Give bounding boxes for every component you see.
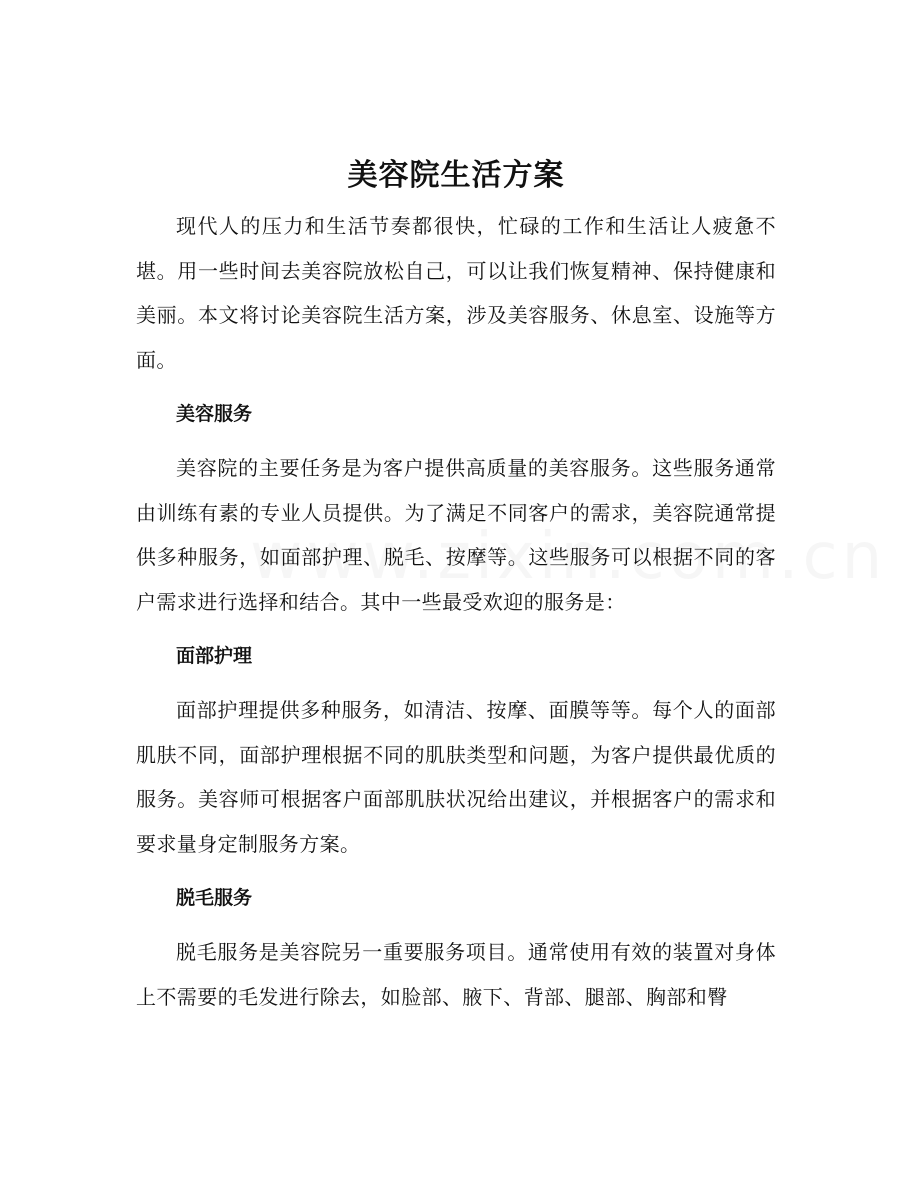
facial-care-paragraph: 面部护理提供多种服务，如清洁、按摩、面膜等等。每个人的面部肌肤不同，面部护理根据不同的肌肤类型和问题，为客户提供最优质的服务。美容师可根据客户面部肌肤状况给出建议，并根据客户的需求和要求量身定制服务方案。 (136, 698, 776, 856)
intro-paragraph: 现代人的压力和生活节奏都很快，忙碌的工作和生活让人疲惫不堪。用一些时间去美容院放松自己，可以让我们恢复精神、保持健康和美丽。本文将讨论美容院生活方案，涉及美容服务、休息室、设施等方面。 (136, 214, 776, 372)
section-heading-hair-removal: 脱毛服务 (176, 887, 253, 909)
hair-removal-paragraph: 脱毛服务是美容院另一重要服务项目。通常使用有效的装置对身体上不需要的毛发进行除去，如脸部、腋下、背部、腿部、胸部和臀 (136, 940, 776, 1009)
section-heading-beauty-services: 美容服务 (176, 403, 253, 425)
section-heading-facial-care: 面部护理 (176, 645, 253, 667)
beauty-services-paragraph: 美容院的主要任务是为客户提供高质量的美容服务。这些服务通常由训练有素的专业人员提供。为了满足不同客户的需求，美容院通常提供多种服务，如面部护理、脱毛、按摩等。这些服务可以根据不同的客户需求进行选择和结合。其中一些最受欢迎的服务是： (136, 456, 776, 614)
document-title: 美容院生活方案 (347, 158, 565, 193)
document-content (136, 150, 776, 1019)
